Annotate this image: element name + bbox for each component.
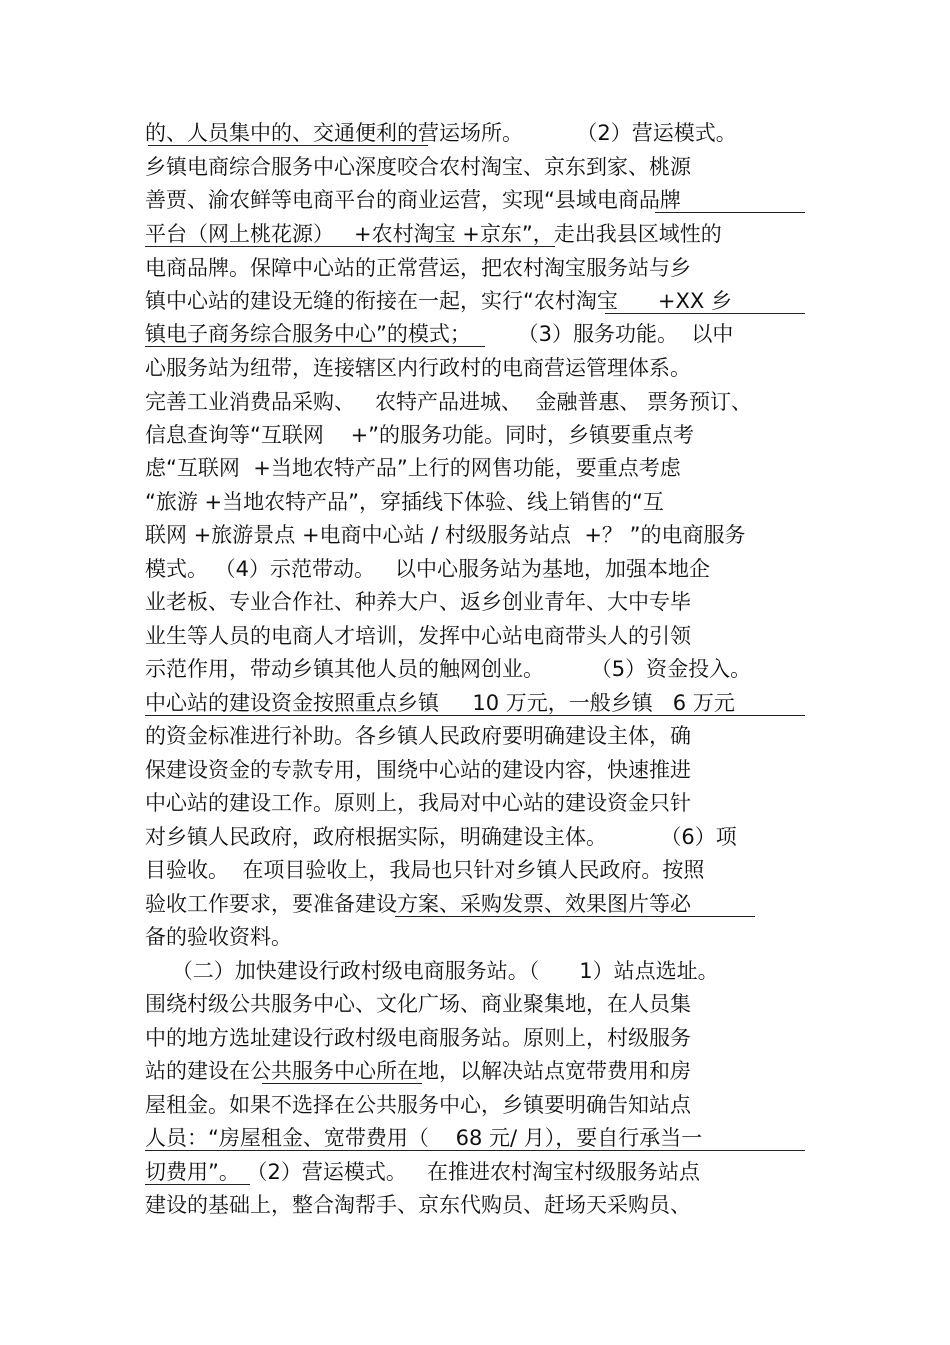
underline <box>395 916 755 917</box>
text-line: （二）加快建设行政村级电商服务站。（ 1）站点选址。 <box>145 959 719 983</box>
underline <box>605 313 805 314</box>
text-line: 电商品牌。保障中心站的正常营运，把农村淘宝服务站与乡 <box>145 256 691 280</box>
underline <box>655 212 805 213</box>
text-line: 切费用”。 （2）营运模式。 在推进农村淘宝村级服务站点 <box>145 1160 700 1184</box>
underline <box>262 1083 422 1084</box>
text-line: “旅游 +当地农特产品”，穿插线下体验、线上销售的“互 <box>145 490 664 514</box>
underline <box>145 1184 250 1185</box>
text-line: 善贾、渝农鲜等电商平台的商业运营，实现“县域电商品牌 <box>145 188 681 212</box>
text-line: 验收工作要求，要准备建设方案、采购发票、效果图片等必 <box>145 892 691 916</box>
text-line: 围绕村级公共服务中心、文化广场、商业聚集地，在人员集 <box>145 992 691 1016</box>
text-line: 信息查询等“互联网 +”的服务功能。同时，乡镇要重点考 <box>145 423 695 447</box>
text-line: 的资金标准进行补助。各乡镇人民政府要明确建设主体，确 <box>145 724 691 748</box>
text-line: 联网 +旅游景点 +电商中心站 / 村级服务站点 +？ ”的电商服务 <box>145 523 746 547</box>
text-line: 站的建设在公共服务中心所在地，以解决站点宽带费用和房 <box>145 1059 691 1083</box>
text-line: 平台（网上桃花源） +农村淘宝 +京东”，走出我县区域性的 <box>145 222 722 246</box>
text-line: 屋租金。如果不选择在公共服务中心，乡镇要明确告知站点 <box>145 1093 691 1117</box>
underline <box>145 346 485 347</box>
text-line: 对乡镇人民政府，政府根据实际，明确建设主体。 （6）项 <box>145 825 737 849</box>
text-line: 中心站的建设工作。原则上，我局对中心站的建设资金只针 <box>145 791 691 815</box>
text-line: 业老板、专业合作社、种养大户、返乡创业青年、大中专毕 <box>145 590 691 614</box>
text-line: 心服务站为纽带，连接辖区内行政村的电商营运管理体系。 <box>145 356 691 380</box>
text-line: 业生等人员的电商人才培训，发挥中心站电商带头人的引领 <box>145 624 691 648</box>
text-line: 人员：“房屋租金、宽带费用（ 68 元/ 月），要自行承当一 <box>145 1126 703 1150</box>
text-line: 镇电子商务综合服务中心”的模式； （3）服务功能。 以中 <box>145 322 734 346</box>
text-line: 模式。 （4）示范带动。 以中心服务站为基地，加强本地企 <box>145 557 711 581</box>
text-line: 镇中心站的建设无缝的衔接在一起，实行“农村淘宝 +XX 乡 <box>145 289 732 313</box>
text-line: 示范作用，带动乡镇其他人员的触网创业。 （5）资金投入。 <box>145 657 752 681</box>
text-line: 中的地方选址建设行政村级电商服务站。原则上，村级服务 <box>145 1026 691 1050</box>
text-line: 建设的基础上，整合淘帮手、京东代购员、赶场天采购员、 <box>145 1193 691 1217</box>
text-line: 目验收。 在项目验收上，我局也只针对乡镇人民政府。按照 <box>145 858 705 882</box>
text-line: 中心站的建设资金按照重点乡镇 10 万元，一般乡镇 6 万元 <box>145 691 735 715</box>
underline <box>145 715 805 716</box>
underline <box>148 145 428 146</box>
underline <box>145 1150 805 1151</box>
text-line: 保建设资金的专款专用，围绕中心站的建设内容，快速推进 <box>145 758 691 782</box>
text-line: 的、人员集中的、交通便利的营运场所。 （2）营运模式。 <box>145 121 737 145</box>
text-line: 虑“互联网 +当地农特产品”上行的网售功能，要重点考虑 <box>145 456 681 480</box>
text-line: 完善工业消费品采购、 农特产品进城、 金融普惠、 票务预订、 <box>145 390 753 414</box>
text-line: 备的验收资料。 <box>145 925 292 949</box>
underline <box>145 246 555 247</box>
text-line: 乡镇电商综合服务中心深度咬合农村淘宝、京东到家、桃源 <box>145 155 691 179</box>
